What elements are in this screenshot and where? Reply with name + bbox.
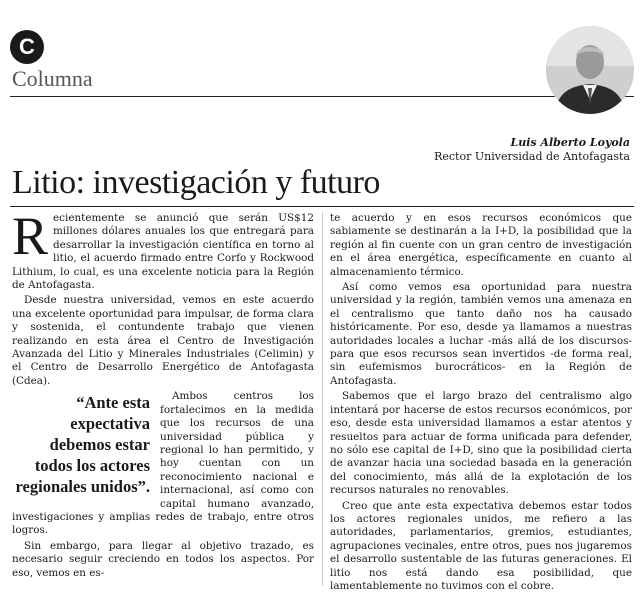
author-portrait-icon [546, 26, 634, 114]
top-rule [10, 96, 634, 97]
drop-cap: R [12, 206, 49, 266]
headline-rule [10, 206, 634, 207]
author-byline [434, 136, 630, 164]
paragraph-2-text: Desde nuestra universidad, vemos en este acuerdo una excelente oportunidad para impulsar, de forma clara y sostenida, el contundente trabajo que vienen realizando en esta área el Centro de Investigación Avanzada del Litio y Minerales Industriales (Celimin) y el Centro de Desarrollo Energético de Antofagasta (Cdea). [12, 294, 314, 387]
paragraph-8: Creo que ante esta expectativa debemos estar todos los actores regionales unidos, me refiero a las autoridades, parlamentarios, gremios, estudiantes, agrupaciones vecinales, entre otros, pues nos jugaremos el desarrollo sustentable de las futuras generaciones. El litio nos está dando esa posibilidad, que lamentablemente no tuvimos con el cobre. [330, 499, 632, 592]
paragraph-4: Sin embargo, para llegar al objetivo trazado, es necesario seguir creciendo en todos los aspectos. Por eso, vemos en es- [12, 539, 314, 579]
paragraph-6: Así como vemos esa oportunidad para nuestra universidad y la región, también vemos una amenaza en el centralismo que tanto daño nos ha causado históricamente. Por eso, desde ya llamamos a nuestras autoridades locales a luchar -más allá de los discursos- para que esos recursos sean invertidos -de forma real, sin eufemismos burocráticos- en la Región de Antofagasta. [330, 281, 632, 387]
paragraph-3: Ambos centros los fortalecimos en la medida que los recursos de una universidad pública y regional lo han permitido, y hoy cuentan con un reconocimiento nacional e internacional, así como con capital humano avanzado, investigaciones y amplias redes de trabajo, entre otros logros. [12, 390, 314, 537]
author-title: Rector Universidad de Antofagasta [434, 150, 630, 163]
paragraph-2 [12, 294, 314, 388]
paragraph-1 [12, 206, 314, 292]
article-column-left [12, 206, 314, 582]
paragraph-1-text: ecientemente se anunció que serán US$12 millones dólares anuales los que entregará para desarrollar la investigación científica en torno al litio, el acuerdo firmado entre Corfo y Rockwood Lithium, lo cual, es una excelente noticia para la Región de Antofagasta. [12, 212, 314, 292]
article-column-right [330, 212, 632, 595]
article-headline: Litio: investigación y futuro [12, 164, 380, 201]
paragraph-5: te acuerdo y en esos recursos económicos que sabiamente se destinarán a la I+D, la posibilidad que la región al fin cuente con un gran centro de investigación en el área energética, específicamente en cuanto al almacenamiento térmico. [330, 212, 632, 278]
author-name: Luis Alberto Loyola [510, 136, 630, 149]
section-label: Columna [12, 66, 93, 91]
paragraph-7: Sabemos que el largo brazo del centralismo algo intentará por hacerse de estos recursos económicos, por eso, desde esta universidad llamamos a estar atentos y resueltos para actuar de forma unificada para defender, no sólo ese capital de I+D, sino que la posibilidad cierta de avanzar hacia una sociedad basada en la generación del conocimiento, más allá de la explotación de los recursos naturales no renovables. [330, 390, 632, 497]
column-divider [322, 212, 323, 586]
pull-quote: “Ante esta expectativa debemos estar todos los actores regionales unidos”. [15, 393, 150, 497]
section-badge: C [10, 30, 44, 64]
author-photo [546, 26, 634, 114]
